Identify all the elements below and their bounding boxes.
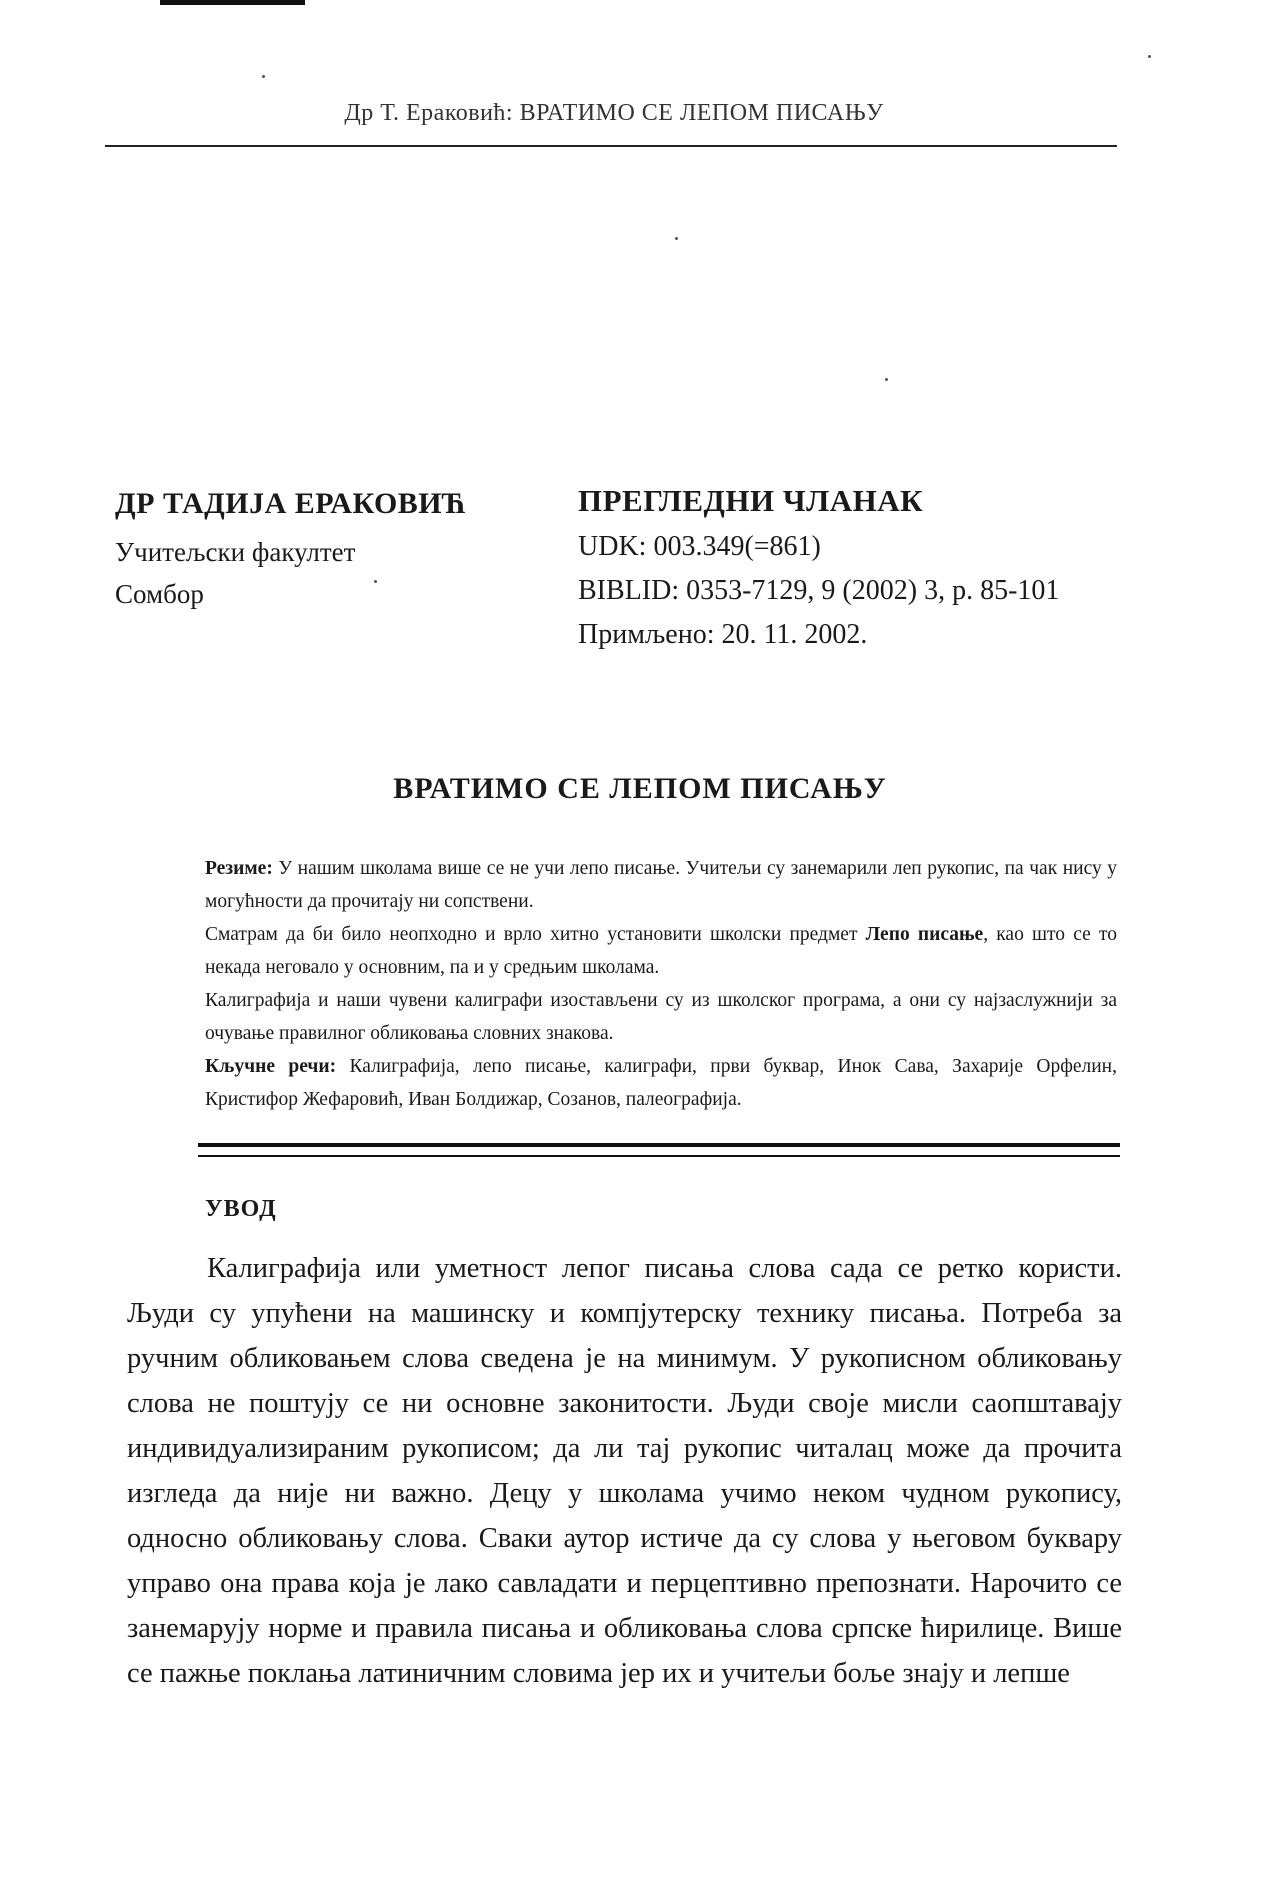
- abstract-text: , као што се то некада неговало у основним, па и у средњим школама.: [205, 924, 1117, 978]
- section-divider: [198, 1143, 1120, 1157]
- abstract-paragraph: Калиграфија и наши чувени калиграфи изостављени су из школског програма, а они су најзаслужнији за очување правилног обликовања словних знакова.: [205, 990, 1117, 1044]
- abstract: [205, 852, 1117, 1116]
- article-meta-block: [578, 483, 1059, 657]
- abstract-paragraph: [205, 918, 1117, 984]
- running-header: Др Т. Ераковић: ВРАТИМО СЕ ЛЕПОМ ПИСАЊУ: [344, 100, 884, 126]
- received-date: Примљено: 20. 11. 2002.: [578, 619, 868, 650]
- abstract-text: Сматрам да би било неопходно и врло хитно установити школски предмет: [205, 924, 866, 945]
- scan-speck: [262, 75, 265, 78]
- scan-speck: [675, 237, 678, 240]
- scan-speck: [885, 378, 888, 381]
- keywords-text: Калиграфија, лепо писање, калиграфи, први буквар, Инок Сава, Захарије Орфелин, Кристифор Жефаровић, Иван Болдижар, Созанов, палеографија.: [205, 1056, 1117, 1110]
- scan-speck: [1148, 55, 1151, 58]
- scan-edge-mark: [160, 0, 305, 5]
- body-paragraph: Калиграфија или уметност лепог писања слова сада се ретко користи. Људи су упућени на машинску и компјутерску технику писања. Потреба за ручним обликовањем слова сведена је на минимум. У рукописном обликовању слова не поштују се ни основне законитости. Људи своје мисли саопштавају индивидуализираним рукописом; да ли тај рукопис читалац може да прочита изгледа да није ни важно. Децу у школама учимо неком чудном рукопису, односно обликовању слова. Сваки аутор истиче да су слова у његовом буквару управо она права која је лако савладати и перцептивно препознати. Нарочито се занемарују норме и правила писања и обликовања слова српске ћирилице. Више се пажње поклања латиничним словима јер их и учитељи боље знају и лепше: [127, 1253, 1122, 1689]
- abstract-label: Резиме:: [205, 858, 273, 879]
- author-city: Сомбор: [115, 579, 204, 609]
- udk-code: UDK: 003.349(=861): [578, 531, 821, 562]
- header-rule: [105, 145, 1117, 147]
- keywords-label: Кључне речи:: [205, 1056, 337, 1077]
- article-type: ПРЕГЛЕДНИ ЧЛАНАК: [578, 483, 924, 518]
- author-affiliation: Учитељски факултет: [115, 537, 356, 567]
- subject-name: Лепо писање: [865, 924, 984, 945]
- biblid-code: BIBLID: 0353-7129, 9 (2002) 3, p. 85-101: [578, 575, 1060, 606]
- abstract-text: У нашим школама више се не учи лепо писање. Учитељи су занемарили леп рукопис, па чак нису у могућности да прочитају ни сопствени.: [205, 858, 1117, 912]
- article-title: ВРАТИМО СЕ ЛЕПОМ ПИСАЊУ: [393, 772, 887, 805]
- abstract-paragraph: [205, 852, 1117, 918]
- keywords: [205, 1050, 1117, 1116]
- author-name: ДР ТАДИЈА ЕРАКОВИЋ: [115, 487, 467, 520]
- author-block: [115, 487, 467, 615]
- section-heading: УВОД: [205, 1196, 277, 1222]
